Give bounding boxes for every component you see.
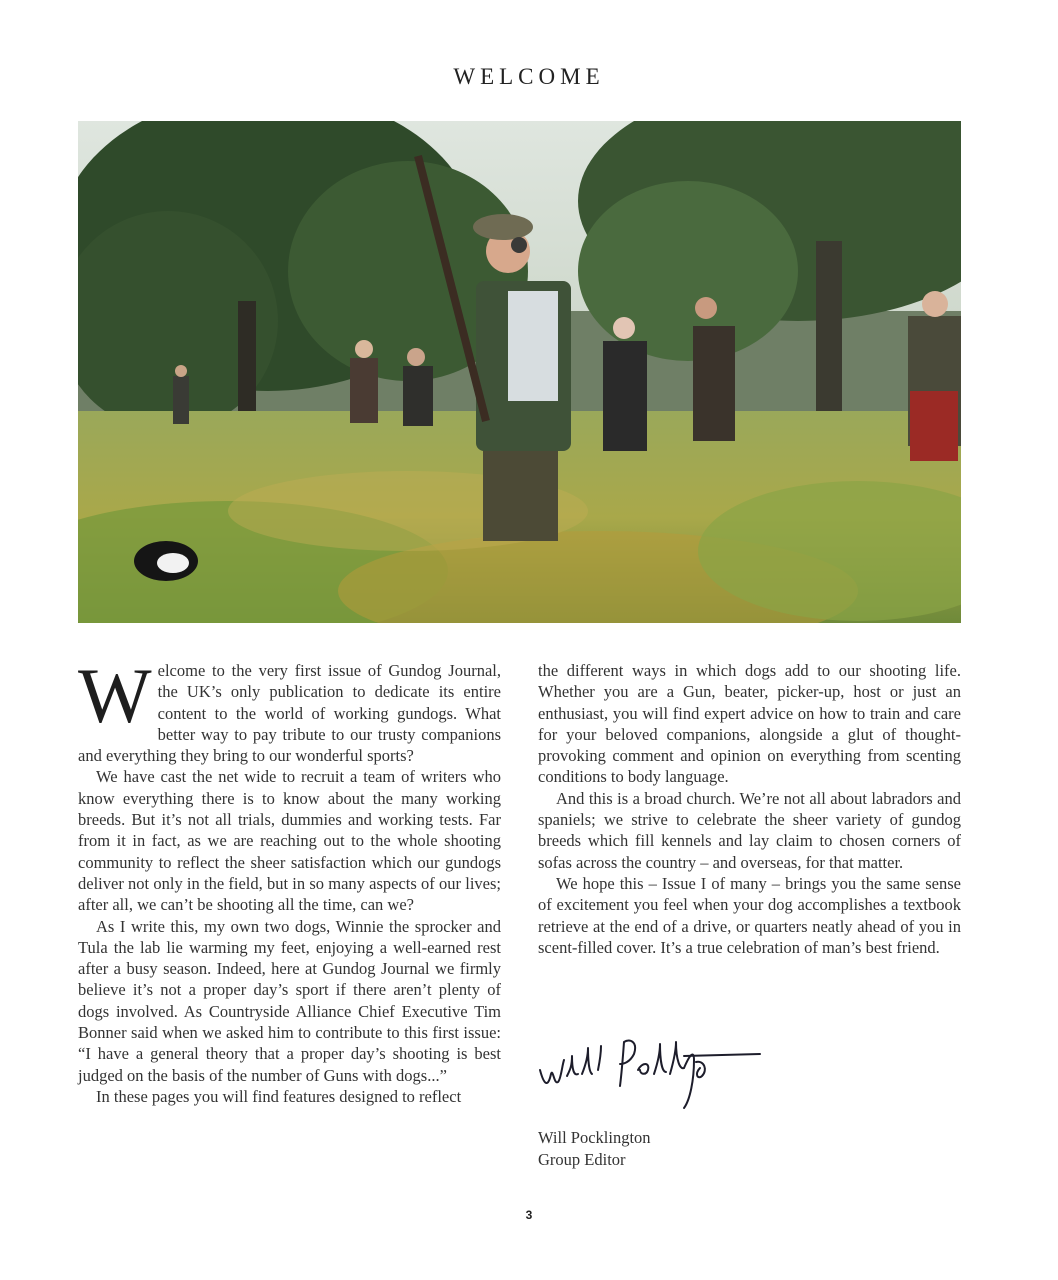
article-paragraph-text: elcome to the very first issue of Gundog Journal, the UK’s only publication to dedicate its entire content to the world of working gundogs. What better way to pay tribute to our trusty companions and everything they bring to our wonderful sports? (78, 661, 501, 766)
editor-name: Will Pocklington (538, 1128, 651, 1147)
page-number: 3 (525, 1208, 533, 1222)
drop-cap: W (78, 652, 152, 739)
article-paragraph: In these pages you will find features designed to reflect (96, 1086, 462, 1106)
editor-role: Group Editor (538, 1150, 626, 1169)
article-left-column (78, 652, 501, 1107)
field-photo (78, 121, 961, 623)
article-paragraph: We have cast the net wide to recruit a team of writers who know everything there is to know about the many working breeds. But it’s not all trials, dummies and working tests. Far from it in fact, as we are reaching out to the whole shooting community to reflect the sheer satisfaction which our gundogs deliver not only in the field, but in so many aspects of our lives; after all, we can’t be shooting all the time, can we? (78, 767, 501, 915)
article-paragraph: As I write this, my own two dogs, Winnie the sprocker and Tula the lab lie warming my feet, enjoying a well-earned rest after a busy season. Indeed, here at Gundog Journal we firmly believe it’s not a proper day’s sport if there aren’t plenty of dogs involved. As Countryside Alliance Chief Executive Tim Bonner said when we asked him to contribute to this first issue: “I have a general theory that a proper day’s shooting is best judged on the basis of the number of Guns with dogs...” (78, 916, 501, 1085)
article-right-column (538, 660, 961, 958)
article-paragraph: We hope this – Issue I of many – brings you the same sense of excitement you feel when your dog accomplishes a textbook retrieve at the end of a drive, or quarters neatly ahead of you in scent-filled cover. It’s a true celebration of man’s best friend. (538, 873, 961, 957)
field-photo-illustration (78, 121, 961, 623)
article-paragraph: And this is a broad church. We’re not all about labradors and spaniels; we strive to celebrate the sheer variety of gundog breeds which fill kennels and lay claim to chosen corners of sofas across the country – and overseas, for that matter. (538, 788, 961, 872)
article-paragraph: the different ways in which dogs add to our shooting life. Whether you are a Gun, beater, picker-up, host or just an enthusiast, you will find expert advice on how to train and care for your beloved companions, alongside a glut of thought-provoking comment and opinion on everything from scenting conditions to body language. (538, 661, 961, 787)
page-title: WELCOME (453, 64, 605, 89)
article-paragraph (78, 652, 501, 766)
editor-signature (534, 1030, 764, 1112)
